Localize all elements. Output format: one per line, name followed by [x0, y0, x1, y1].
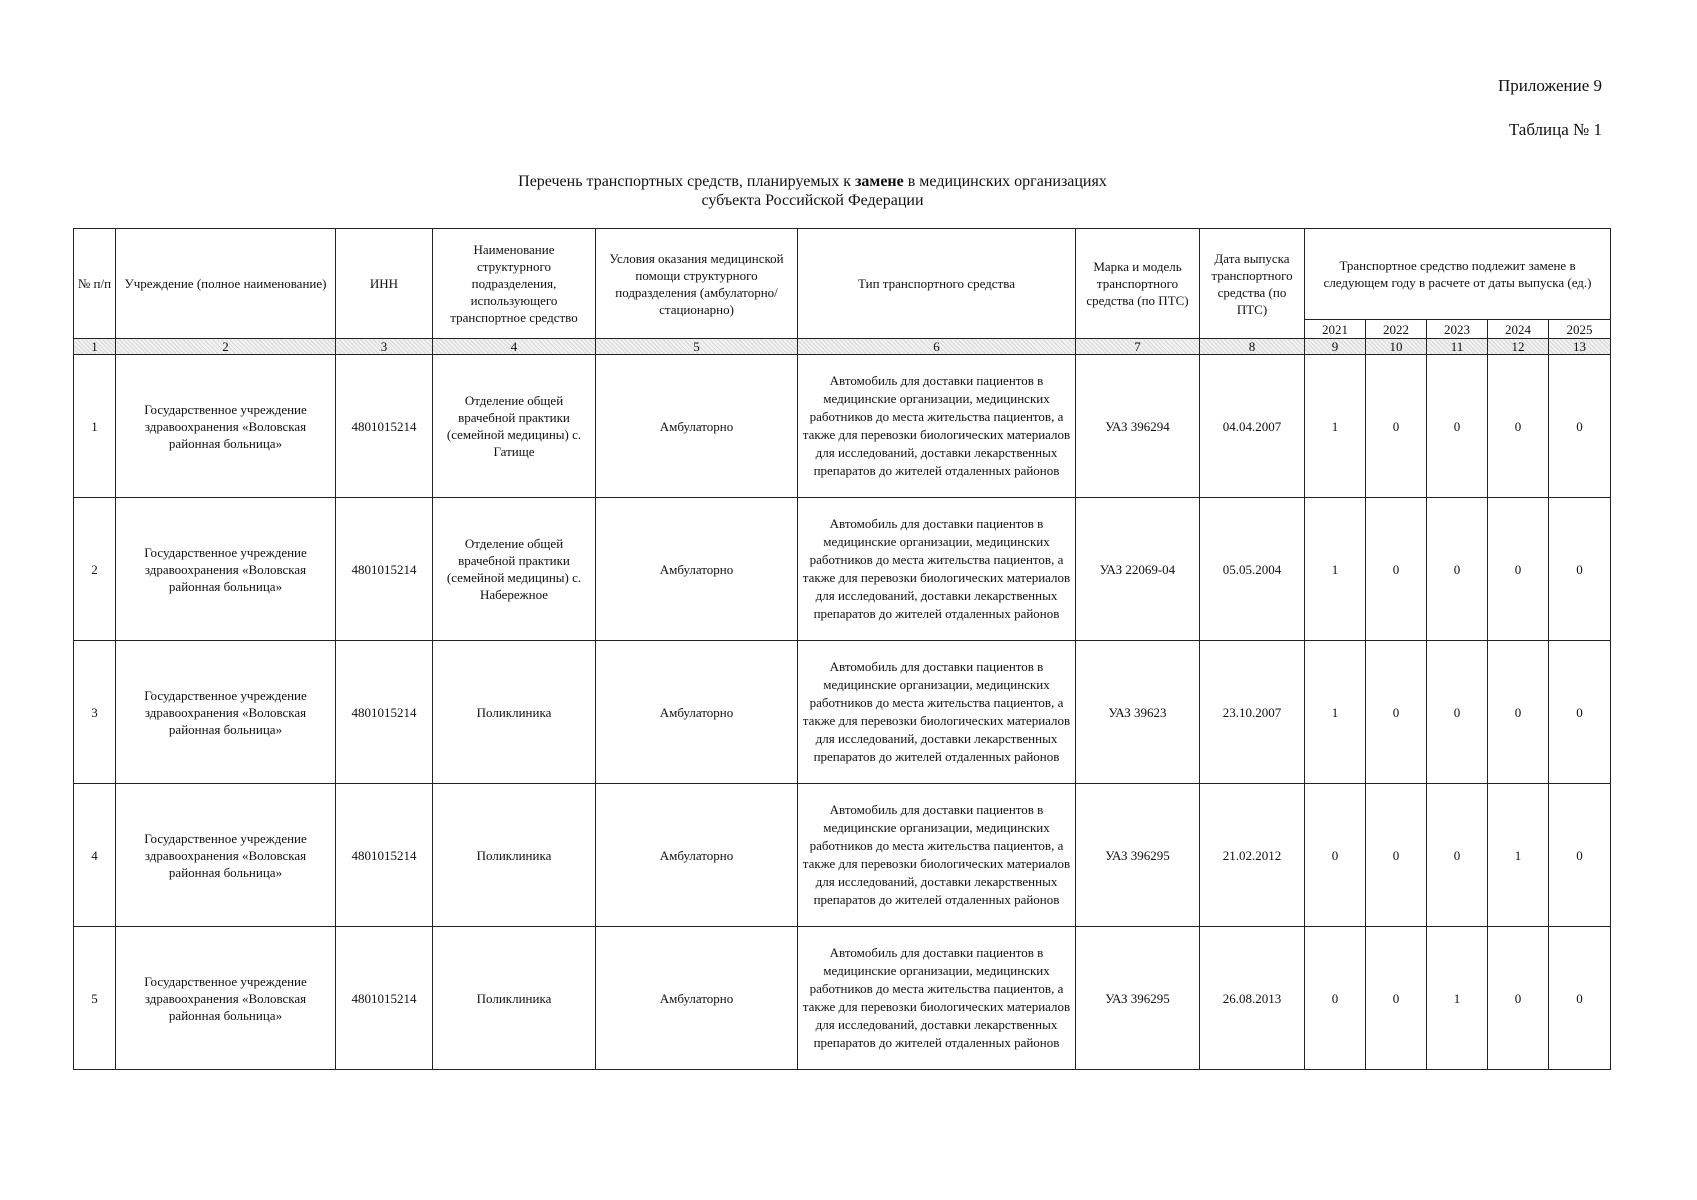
column-number: 5: [596, 339, 798, 355]
title-part-a: Перечень транспортных средств, планируемых к: [518, 173, 855, 190]
cell-inn: 4801015214: [336, 641, 433, 784]
header-year: 2023: [1427, 320, 1488, 339]
cell-conditions: Амбулаторно: [596, 355, 798, 498]
cell-release-date: 04.04.2007: [1200, 355, 1305, 498]
cell-num: 5: [74, 927, 116, 1070]
cell-year-2025: 0: [1549, 355, 1611, 498]
document-title: [0, 172, 1625, 210]
cell-num: 2: [74, 498, 116, 641]
cell-institution: Государственное учреждение здравоохранения «Воловская районная больница»: [116, 927, 336, 1070]
cell-vehicle-type: Автомобиль для доставки пациентов в медицинские организации, медицинских работников до места жительства пациентов, а также для перевозки биологических материалов для исследований, доставки лекарственных препаратов до жителей отдаленных районов: [798, 498, 1076, 641]
table-number: Таблица № 1: [1508, 120, 1602, 139]
title-line-1: [0, 172, 1625, 191]
header-replacement: Транспортное средство подлежит замене в следующем году в расчете от даты выпуска (ед.): [1305, 229, 1611, 320]
header-year: 2021: [1305, 320, 1366, 339]
header-num: № п/п: [74, 229, 116, 339]
column-number: 1: [74, 339, 116, 355]
cell-year-2022: 0: [1366, 641, 1427, 784]
cell-institution: Государственное учреждение здравоохранения «Воловская районная больница»: [116, 498, 336, 641]
cell-year-2024: 0: [1488, 355, 1549, 498]
column-number: 7: [1076, 339, 1200, 355]
column-number: 13: [1549, 339, 1611, 355]
column-number: 8: [1200, 339, 1305, 355]
cell-inn: 4801015214: [336, 498, 433, 641]
column-number: 2: [116, 339, 336, 355]
header-institution: Учреждение (полное наименование): [116, 229, 336, 339]
header-subdivision: Наименование структурного подразделения, использующего транспортное средство: [433, 229, 596, 339]
column-number: 11: [1427, 339, 1488, 355]
cell-inn: 4801015214: [336, 784, 433, 927]
table-row: [74, 355, 1611, 498]
table-row: [74, 498, 1611, 641]
cell-vehicle-type: Автомобиль для доставки пациентов в медицинские организации, медицинских работников до места жительства пациентов, а также для перевозки биологических материалов для исследований, доставки лекарственных препаратов до жителей отдаленных районов: [798, 927, 1076, 1070]
column-number: 9: [1305, 339, 1366, 355]
cell-year-2024: 0: [1488, 641, 1549, 784]
cell-vehicle-type: Автомобиль для доставки пациентов в медицинские организации, медицинских работников до места жительства пациентов, а также для перевозки биологических материалов для исследований, доставки лекарственных препаратов до жителей отдаленных районов: [798, 641, 1076, 784]
column-number: 4: [433, 339, 596, 355]
cell-vehicle-type: Автомобиль для доставки пациентов в медицинские организации, медицинских работников до места жительства пациентов, а также для перевозки биологических материалов для исследований, доставки лекарственных препаратов до жителей отдаленных районов: [798, 355, 1076, 498]
header-conditions: Условия оказания медицинской помощи структурного подразделения (амбулаторно/стационарно): [596, 229, 798, 339]
cell-year-2025: 0: [1549, 927, 1611, 1070]
cell-year-2023: 0: [1427, 641, 1488, 784]
cell-subdivision: Отделение общей врачебной практики (семейной медицины) с. Гатище: [433, 355, 596, 498]
column-number: 6: [798, 339, 1076, 355]
title-part-b: в медицинских организациях: [903, 173, 1107, 190]
title-emphasis: замене: [855, 173, 904, 190]
cell-year-2021: 1: [1305, 355, 1366, 498]
cell-num: 1: [74, 355, 116, 498]
cell-institution: Государственное учреждение здравоохранения «Воловская районная больница»: [116, 641, 336, 784]
cell-model: УАЗ 39623: [1076, 641, 1200, 784]
cell-num: 4: [74, 784, 116, 927]
column-number: 10: [1366, 339, 1427, 355]
cell-model: УАЗ 396295: [1076, 927, 1200, 1070]
cell-subdivision: Поликлиника: [433, 641, 596, 784]
cell-institution: Государственное учреждение здравоохранения «Воловская районная больница»: [116, 784, 336, 927]
cell-conditions: Амбулаторно: [596, 641, 798, 784]
cell-year-2023: 0: [1427, 355, 1488, 498]
cell-year-2022: 0: [1366, 784, 1427, 927]
cell-year-2021: 0: [1305, 784, 1366, 927]
vehicles-table: [73, 228, 1611, 1070]
header-year: 2025: [1549, 320, 1611, 339]
header-model: Марка и модель транспортного средства (по ПТС): [1076, 229, 1200, 339]
column-number: 3: [336, 339, 433, 355]
table-row: [74, 927, 1611, 1070]
cell-model: УАЗ 22069-04: [1076, 498, 1200, 641]
header-release-date: Дата выпуска транспортного средства (по ПТС): [1200, 229, 1305, 339]
header-year: 2022: [1366, 320, 1427, 339]
cell-conditions: Амбулаторно: [596, 498, 798, 641]
cell-year-2021: 0: [1305, 927, 1366, 1070]
cell-year-2024: 0: [1488, 927, 1549, 1070]
cell-subdivision: Поликлиника: [433, 927, 596, 1070]
cell-inn: 4801015214: [336, 927, 433, 1070]
table-row: [74, 784, 1611, 927]
cell-model: УАЗ 396295: [1076, 784, 1200, 927]
cell-year-2022: 0: [1366, 927, 1427, 1070]
cell-release-date: 23.10.2007: [1200, 641, 1305, 784]
cell-conditions: Амбулаторно: [596, 784, 798, 927]
cell-year-2022: 0: [1366, 355, 1427, 498]
column-number: 12: [1488, 339, 1549, 355]
cell-subdivision: Поликлиника: [433, 784, 596, 927]
cell-year-2024: 0: [1488, 498, 1549, 641]
cell-institution: Государственное учреждение здравоохранения «Воловская районная больница»: [116, 355, 336, 498]
cell-release-date: 26.08.2013: [1200, 927, 1305, 1070]
cell-year-2024: 1: [1488, 784, 1549, 927]
appendix-label: Приложение 9: [1498, 76, 1602, 95]
cell-year-2021: 1: [1305, 641, 1366, 784]
cell-year-2023: 0: [1427, 784, 1488, 927]
cell-model: УАЗ 396294: [1076, 355, 1200, 498]
cell-release-date: 21.02.2012: [1200, 784, 1305, 927]
cell-vehicle-type: Автомобиль для доставки пациентов в медицинские организации, медицинских работников до места жительства пациентов, а также для перевозки биологических материалов для исследований, доставки лекарственных препаратов до жителей отдаленных районов: [798, 784, 1076, 927]
header-vehicle-type: Тип транспортного средства: [798, 229, 1076, 339]
cell-year-2022: 0: [1366, 498, 1427, 641]
cell-subdivision: Отделение общей врачебной практики (семейной медицины) с. Набережное: [433, 498, 596, 641]
cell-release-date: 05.05.2004: [1200, 498, 1305, 641]
cell-year-2023: 0: [1427, 498, 1488, 641]
cell-num: 3: [74, 641, 116, 784]
column-numbers-row: [74, 339, 1611, 355]
cell-conditions: Амбулаторно: [596, 927, 798, 1070]
cell-year-2023: 1: [1427, 927, 1488, 1070]
title-line-2: субъекта Российской Федерации: [701, 192, 924, 209]
header-year: 2024: [1488, 320, 1549, 339]
table-row: [74, 641, 1611, 784]
cell-year-2021: 1: [1305, 498, 1366, 641]
cell-year-2025: 0: [1549, 498, 1611, 641]
cell-year-2025: 0: [1549, 641, 1611, 784]
header-inn: ИНН: [336, 229, 433, 339]
cell-inn: 4801015214: [336, 355, 433, 498]
cell-year-2025: 0: [1549, 784, 1611, 927]
